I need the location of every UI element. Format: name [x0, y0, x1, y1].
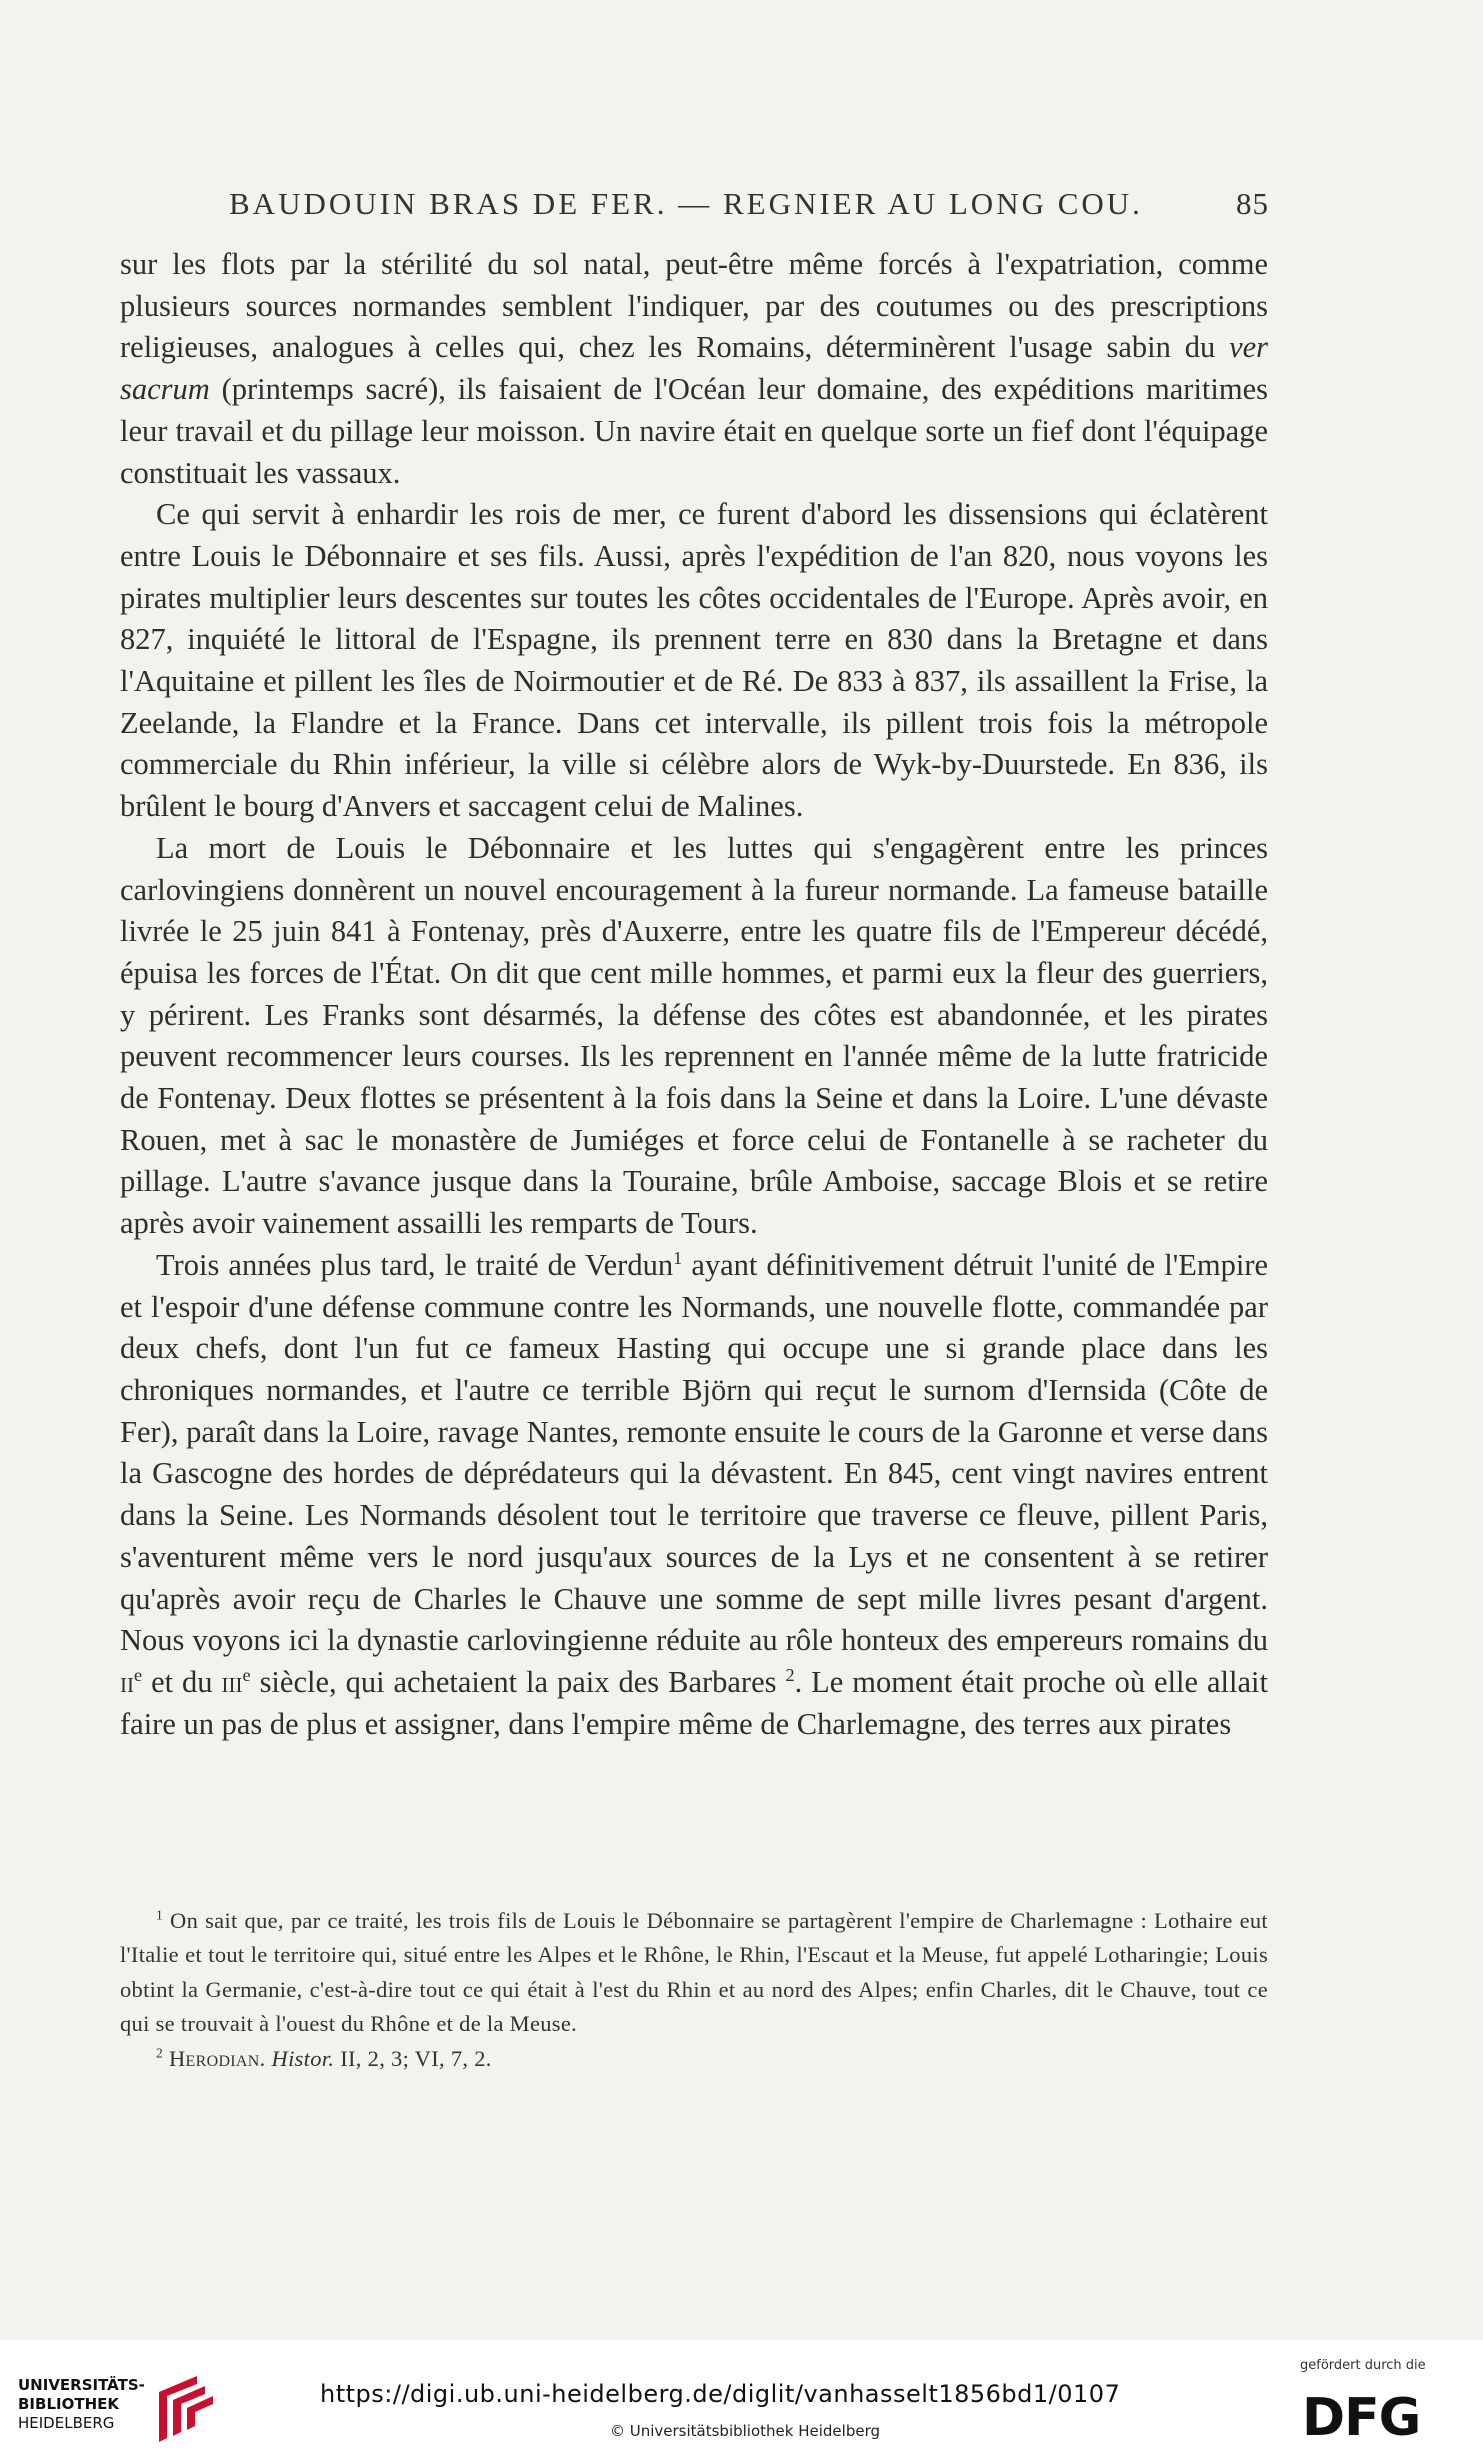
viewer-footer — [0, 2340, 1483, 2458]
paragraph-1: sur les flots par la stérilité du sol natal, peut-être même forcés à l'expatriation, comme plusieurs sources normandes semblent l'indiquer, par des coutumes ou des prescriptions religieuses, analogues à celles qui, chez les Romains, déterminèrent l'usage sabin du ver sacrum (printemps sacré), ils faisaient de l'Océan leur domaine, des expéditions maritimes leur travail et du pillage leur moisson. Un navire était en quelque sorte un fief dont l'équipage constituait les vassaux. — [120, 247, 1269, 490]
paragraph-2: Ce qui servit à enhardir les rois de mer, ce furent d'abord les dissensions qui éclatèrent entre Louis le Débonnaire et ses fils. Aussi, après l'expédition de l'an 820, nous voyons les pirates multiplier leurs descentes sur toutes les côtes occidentales de l'Europe. Après avoir, en 827, inquiété le littoral de l'Espagne, ils prennent terre en 830 dans la Bretagne et dans l'Aquitaine et pillent les îles de Noirmoutier et de Ré. De 833 à 837, ils assaillent la Frise, la Zeelande, la Flandre et la France. Dans cet intervalle, ils pillent trois fois la métropole commerciale du Rhin inférieur, la ville si célèbre alors de Wyk-by-Duurstede. En 836, ils brûlent le bourg d'Anvers et saccagent celui de Malines. — [120, 497, 1268, 824]
library-logo[interactable]: UNIVERSITÄTS- BIBLIOTHEK HEIDELBERG — [18, 2376, 218, 2446]
paragraph-4: Trois années plus tard, le traité de Verdun$^1$ ayant définitivement détruit l'unité de l'Empire et l'espoir d'une défense commune contre les Normands, une nouvelle flotte, commandée par deux chefs, dont l'un fut ce fameux Hasting qui occupe une si grande place dans les chroniques normandes, et l'autre ce terrible Björn qui reçut le surnom d'Iernsida (Côte de Fer), paraît dans la Loire, ravage Nantes, remonte ensuite le cours de la Garonne et verse dans la Gascogne des hordes de déprédateurs qui la dévastent. En 845, cent vingt navires entrent dans la Seine. Les Normands désolent tout le territoire que traverse ce fleuve, pillent Paris, s'aventurent même vers le nord jusqu'aux sources de la Lys et ne consentent à se retirer qu'après avoir reçu de Charles le Chauve une somme de sept mille livres pesant d'argent. Nous voyons ici la dynastie carlovingienne réduite au rôle honteux des empereurs romains du $ii^e$ et du iii$^e$ siècle, qui achetaient la paix des Barbares $^2$. Le moment était proche où elle allait faire un pas de plus et assigner, dans l'empire même de Charlemagne, des terres aux pirates — [120, 1247, 1269, 1741]
permalink-url[interactable]: https://digi.ub.uni-heidelberg.de/diglit/vanhasselt1856bd1/0107 — [320, 2380, 1121, 2408]
page-number: 85 — [1236, 186, 1269, 221]
footnote-ref-2[interactable]: 2 — [785, 1664, 795, 1685]
chapter-title: BAUDOUIN BRAS DE FER. — REGNIER AU LONG COU. — [229, 186, 1143, 221]
dfg-logo[interactable] — [1300, 2358, 1470, 2448]
latin-term: ver sacrum — [120, 330, 1269, 407]
paragraph-3: La mort de Louis le Débonnaire et les luttes qui s'engagèrent entre les princes carlovingiens donnèrent un nouvel encouragement à la fureur normande. La fameuse bataille livrée le 25 juin 841 à Fontenay, près d'Auxerre, entre les quatre fils de l'Empereur décédé, épuisa les forces de l'État. On dit que cent mille hommes, et parmi eux la fleur des guerriers, y périrent. Les Franks sont désarmés, la défense des côtes est abandonnée, et les pirates peuvent recommencer leurs courses. Ils les reprennent en l'année même de la lutte fratricide de Fontenay. Deux flottes se présentent à la fois dans la Seine et dans la Loire. L'une dévaste Rouen, met à sac le monastère de Jumiéges et force celui de Fontanelle à se racheter du pillage. L'autre s'avance jusque dans la Touraine, brûle Amboise, saccage Blois et se retire après avoir vainement assailli les remparts de Tours. — [120, 830, 1268, 1241]
footnote-1: $^1$ On sait que, par ce traité, les trois fils de Louis le Débonnaire se partagèrent l'empire de Charlemagne : Lothaire eut l'Italie et tout le territoire qui, situé entre les Alpes et le Rhône, le Rhin, l'Escaut et la Meuse, fut appelé Lotharingie; Louis obtint la Germanie, c'est-à-dire tout ce qui était à l'est du Rhin et au nord des Alpes; enfin Charles, dit le Chauve, tout ce qui se trouvait à l'ouest du Rhône et de la Meuse. — [120, 1907, 1268, 2037]
running-head — [229, 186, 1269, 226]
library-emblem-icon — [149, 2372, 223, 2446]
body-text — [120, 244, 1268, 1745]
footnote-2: $^2$ Herodian. Histor. II, 2, 3; VI, 7, 2. — [156, 2045, 492, 2071]
footnote-ref-1[interactable]: 1 — [673, 1247, 683, 1268]
dfg-wordmark: DFG — [1302, 2388, 1421, 2448]
copyright-notice: © Universitätsbibliothek Heidelberg — [609, 2422, 880, 2440]
footnotes — [120, 1904, 1268, 2076]
funding-caption: gefördert durch die — [1300, 2358, 1426, 2373]
